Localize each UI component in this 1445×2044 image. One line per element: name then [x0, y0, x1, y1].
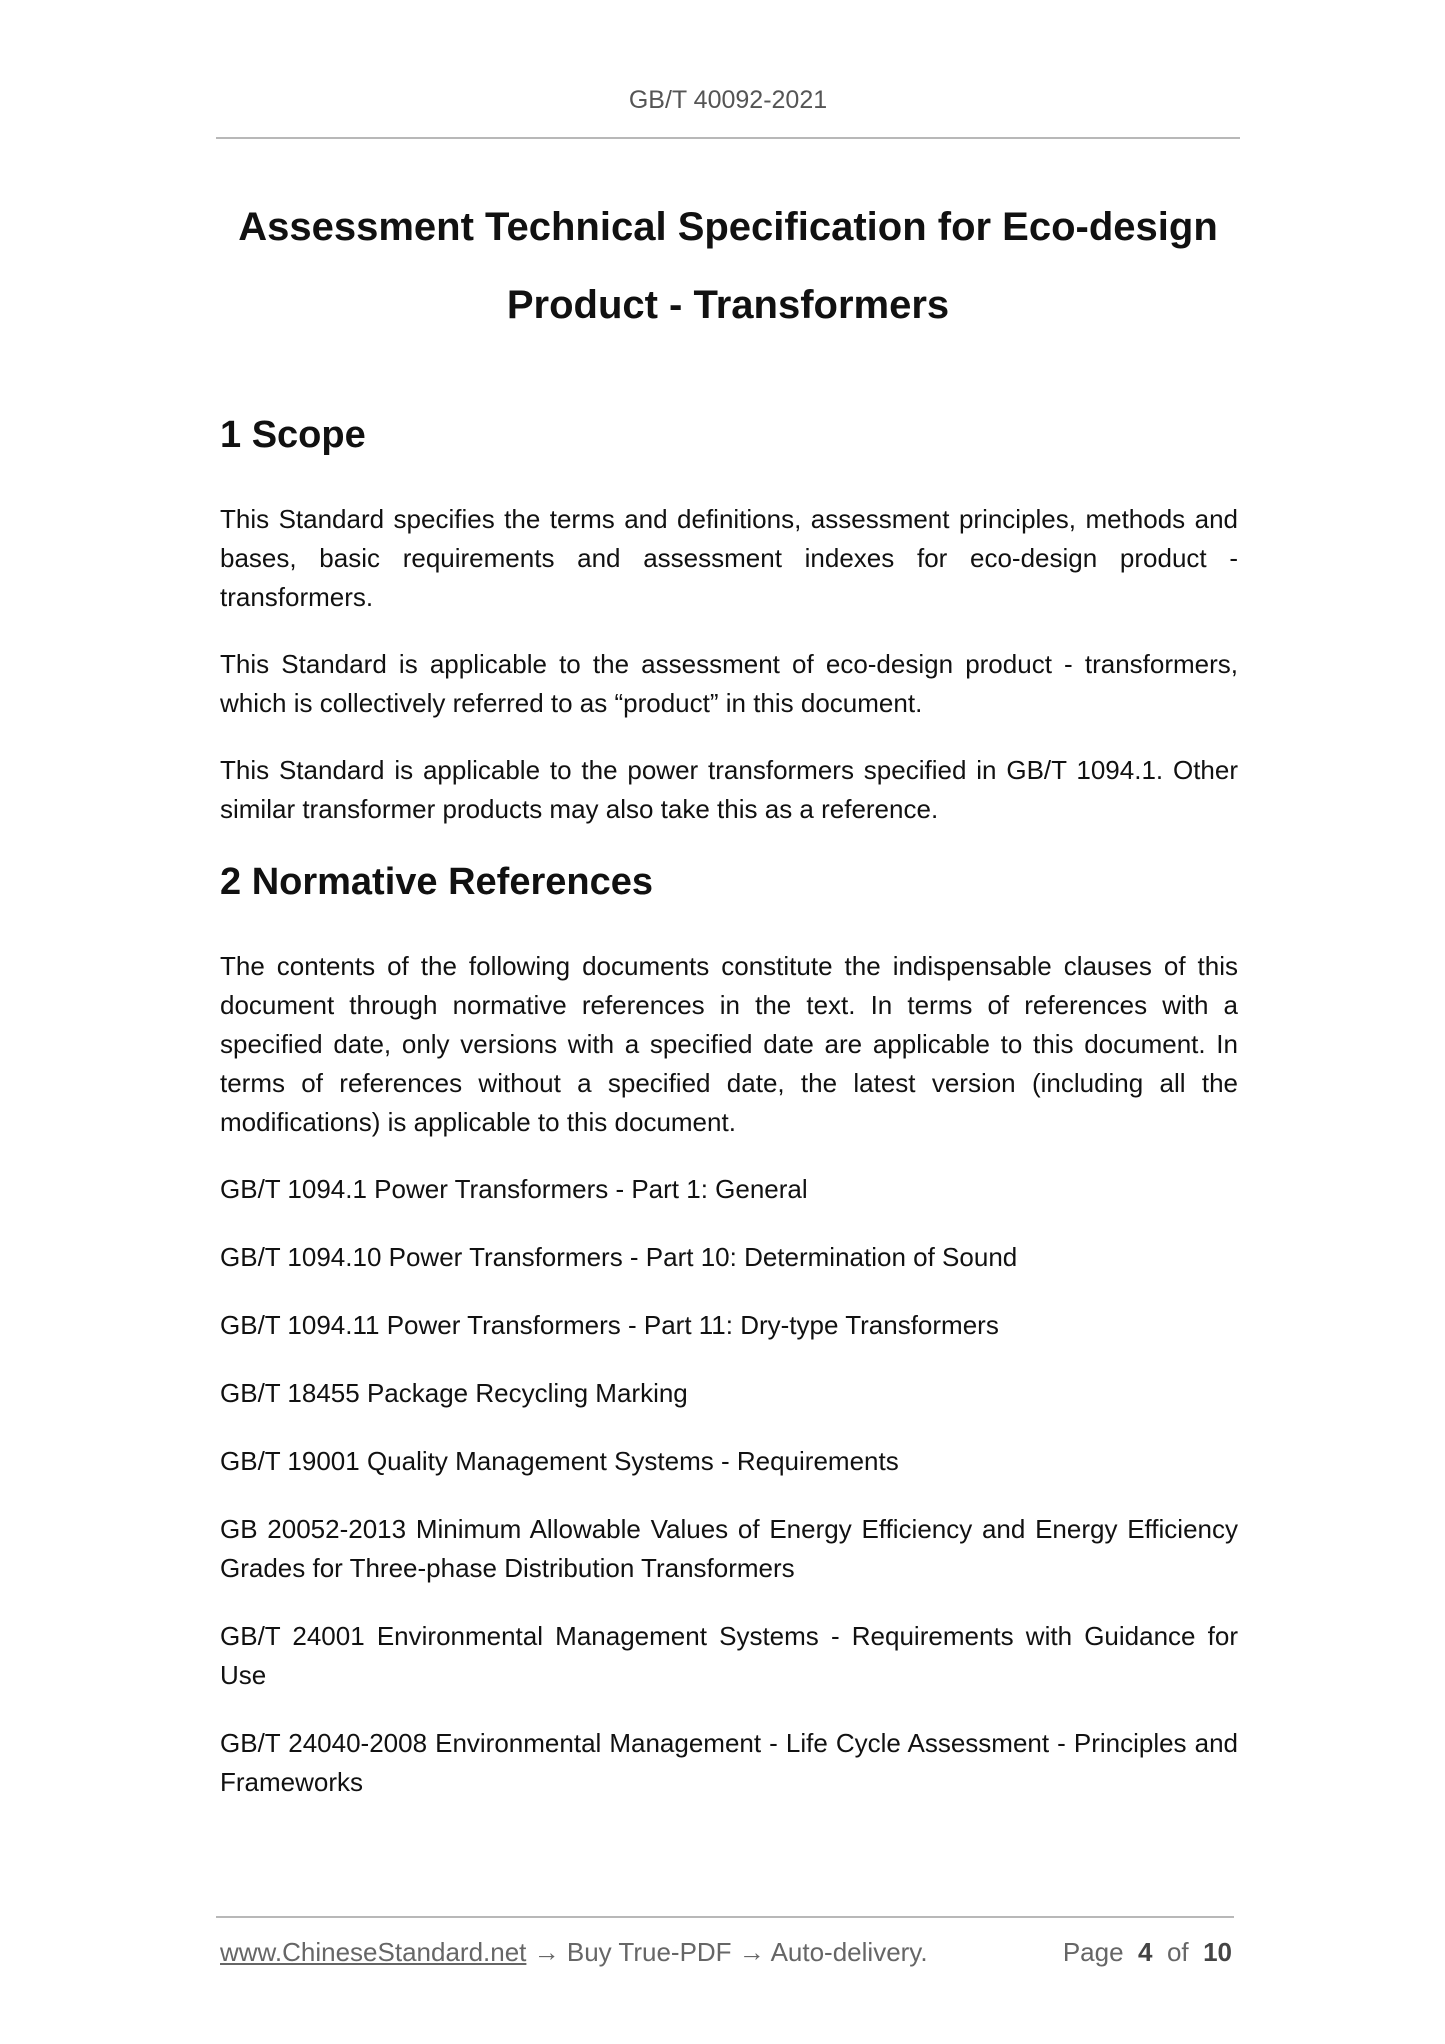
header-divider: [216, 137, 1240, 139]
section-heading-normative-references: 2 Normative References: [220, 861, 653, 903]
reference-item: GB/T 1094.10 Power Transformers - Part 10: Determination of Sound: [220, 1242, 1018, 1272]
document-title-line-2: Product - Transformers: [506, 283, 950, 327]
reference-item: GB/T 18455 Package Recycling Marking: [220, 1378, 688, 1408]
reference-item: GB/T 1094.1 Power Transformers - Part 1: General: [220, 1174, 808, 1204]
reference-item: GB/T 24001 Environmental Management Systems - Requirements with Guidance for Use: [220, 1621, 1238, 1690]
page-header-standard-code: GB/T 40092-2021: [628, 86, 828, 114]
section-heading-scope: 1 Scope: [220, 414, 366, 456]
current-page-number: 4: [1138, 1937, 1153, 1967]
website-link[interactable]: www.ChineseStandard.net: [220, 1937, 527, 1967]
footer-divider: [216, 1916, 1234, 1918]
page-number-indicator: [1063, 1937, 1232, 1968]
footer-tagline: → Buy True-PDF → Auto-delivery.: [526, 1937, 928, 1967]
document-body: [220, 412, 1238, 1831]
document-title-line-1: Assessment Technical Specification for Eco-design: [238, 205, 1218, 249]
reference-item: GB/T 1094.11 Power Transformers - Part 11: Dry-type Transformers: [220, 1310, 999, 1340]
scope-paragraph: This Standard is applicable to the power transformers specified in GB/T 1094.1. Other similar transformer products may also take this as a reference.: [220, 755, 1238, 824]
reference-item: GB 20052-2013 Minimum Allowable Values of Energy Efficiency and Energy Efficiency Grades for Three-phase Distribution Transformers: [220, 1514, 1238, 1583]
page-footer: [220, 1937, 1232, 1968]
scope-paragraph: This Standard is applicable to the assessment of eco-design product - transformers, which is collectively referred to as “product” in this document.: [220, 649, 1238, 718]
scope-paragraph: This Standard specifies the terms and definitions, assessment principles, methods and bases, basic requirements and assessment indexes for eco-design product - transformers.: [220, 504, 1238, 612]
footer-promo: [220, 1937, 928, 1968]
total-page-count: 10: [1203, 1937, 1232, 1967]
page-label: Page: [1062, 1937, 1124, 1967]
references-intro-paragraph: The contents of the following documents constitute the indispensable clauses of this document through normative references in the text. In terms of references with a specified date, only versions with a specified date are applicable to this document. In terms of references without a specified date, the latest version (including all the modifications) is applicable to this document.: [220, 951, 1238, 1137]
reference-item: GB/T 19001 Quality Management Systems - Requirements: [220, 1446, 899, 1476]
reference-item: GB/T 24040-2008 Environmental Management - Life Cycle Assessment - Principles and Frameworks: [220, 1728, 1238, 1797]
document-title: [216, 188, 1240, 344]
of-label: of: [1166, 1937, 1189, 1967]
